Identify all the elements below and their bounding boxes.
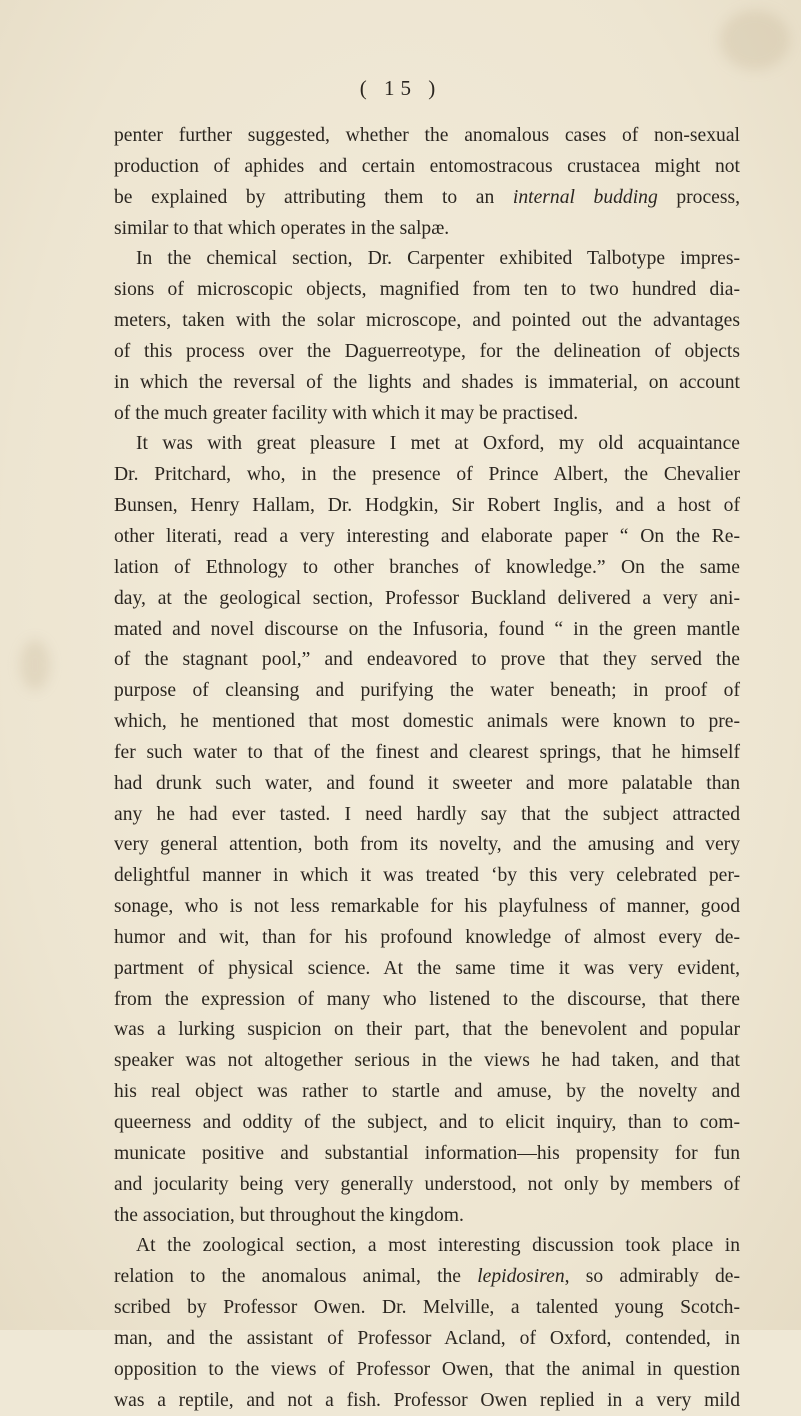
text-line: sions of microscopic objects, magnified from ten to two hundred dia- xyxy=(114,279,740,301)
text-line xyxy=(114,183,740,214)
text-line: speaker was not altogether serious in the views he had taken, and that xyxy=(114,1050,740,1072)
text-line: of the stagnant pool,” and endeavored to prove that they served the xyxy=(114,649,740,671)
text-line: fer such water to that of the finest and clearest springs, that he himself xyxy=(114,741,740,763)
text-line: from the expression of many who listened to the discourse, that there xyxy=(114,988,740,1010)
text-line: other literati, read a very interesting and elaborate paper “ On the Re- xyxy=(114,525,740,547)
paper-stain xyxy=(720,10,790,70)
text-line: which, he mentioned that most domestic animals were known to pre- xyxy=(114,711,740,733)
text-line: meters, taken with the solar microscope, and pointed out the advantages xyxy=(114,310,740,332)
text-line: day, at the geological section, Professor Buckland delivered a very ani- xyxy=(114,587,740,609)
text-line xyxy=(114,1262,740,1293)
text-line: Dr. Pritchard, who, in the presence of Prince Albert, the Chevalier xyxy=(114,464,740,486)
text-line: man, and the assistant of Professor Acland, of Oxford, contended, in xyxy=(114,1327,740,1349)
body-text xyxy=(114,121,740,1416)
text-line: lation of Ethnology to other branches of knowledge.” On the same xyxy=(114,556,740,578)
text-line: Bunsen, Henry Hallam, Dr. Hodgkin, Sir Robert Inglis, and a host of xyxy=(114,495,740,517)
text-line: sonage, who is not less remarkable for his playfulness of manner, good xyxy=(114,896,740,918)
text-line: the association, but throughout the kingdom. xyxy=(114,1204,464,1226)
italic-phrase: lepidosiren xyxy=(477,1266,565,1288)
text-segment: , so admirably de- xyxy=(564,1266,740,1288)
text-line: opposition to the views of Professor Owen, that the animal in question xyxy=(114,1358,740,1380)
page-number: ( 15 ) xyxy=(359,76,442,100)
italic-phrase: internal budding xyxy=(512,186,658,208)
text-line: partment of physical science. At the same time it was very evident, xyxy=(114,957,740,979)
text-line: any he had ever tasted. I need hardly say that the subject attracted xyxy=(114,803,740,825)
text-line: delightful manner in which it was treated ‘by this very celebrated per- xyxy=(114,865,740,887)
text-line: municate positive and substantial information—his propensity for fun xyxy=(114,1142,740,1164)
text-line: similar to that which operates in the salpæ. xyxy=(114,217,450,239)
text-line: production of aphides and certain entomostracous crustacea might not xyxy=(114,155,740,177)
text-line: and jocularity being very generally understood, not only by members of xyxy=(114,1173,740,1195)
text-line: In the chemical section, Dr. Carpenter exhibited Talbotype impres- xyxy=(136,248,740,270)
text-line: in which the reversal of the lights and shades is immaterial, on account xyxy=(114,371,740,393)
text-segment: be explained by attributing them to an xyxy=(114,186,513,208)
text-line: It was with great pleasure I met at Oxford, my old acquaintance xyxy=(136,433,740,455)
text-line: queerness and oddity of the subject, and to elicit inquiry, than to com- xyxy=(114,1112,740,1133)
text-line: was a reptile, and not a fish. Professor Owen replied in a very mild xyxy=(114,1389,740,1411)
text-line: had drunk such water, and found it sweeter and more palatable than xyxy=(114,772,740,794)
text-line: At the zoological section, a most interesting discussion took place in xyxy=(136,1235,740,1257)
text-line: purpose of cleansing and purifying the water beneath; in proof of xyxy=(114,680,740,702)
text-line: was a lurking suspicion on their part, that the benevolent and popular xyxy=(114,1019,740,1041)
text-line: of this process over the Daguerreotype, for the delineation of objects xyxy=(114,340,740,362)
text-line: mated and novel discourse on the Infusoria, found “ in the green mantle xyxy=(114,618,740,640)
paper-stain xyxy=(20,640,50,690)
text-line: of the much greater facility with which it may be practised. xyxy=(114,402,579,424)
text-line: scribed by Professor Owen. Dr. Melville, a talented young Scotch- xyxy=(114,1297,740,1319)
text-line: penter further suggested, whether the anomalous cases of non-sexual xyxy=(114,125,740,146)
text-segment: relation to the anomalous animal, the xyxy=(114,1266,478,1288)
text-segment: process, xyxy=(657,186,740,208)
text-line: his real object was rather to startle and amuse, by the novelty and xyxy=(114,1081,740,1103)
text-line: very general attention, both from its novelty, and the amusing and very xyxy=(114,834,740,856)
text-line: humor and wit, than for his profound knowledge of almost every de- xyxy=(114,926,740,948)
